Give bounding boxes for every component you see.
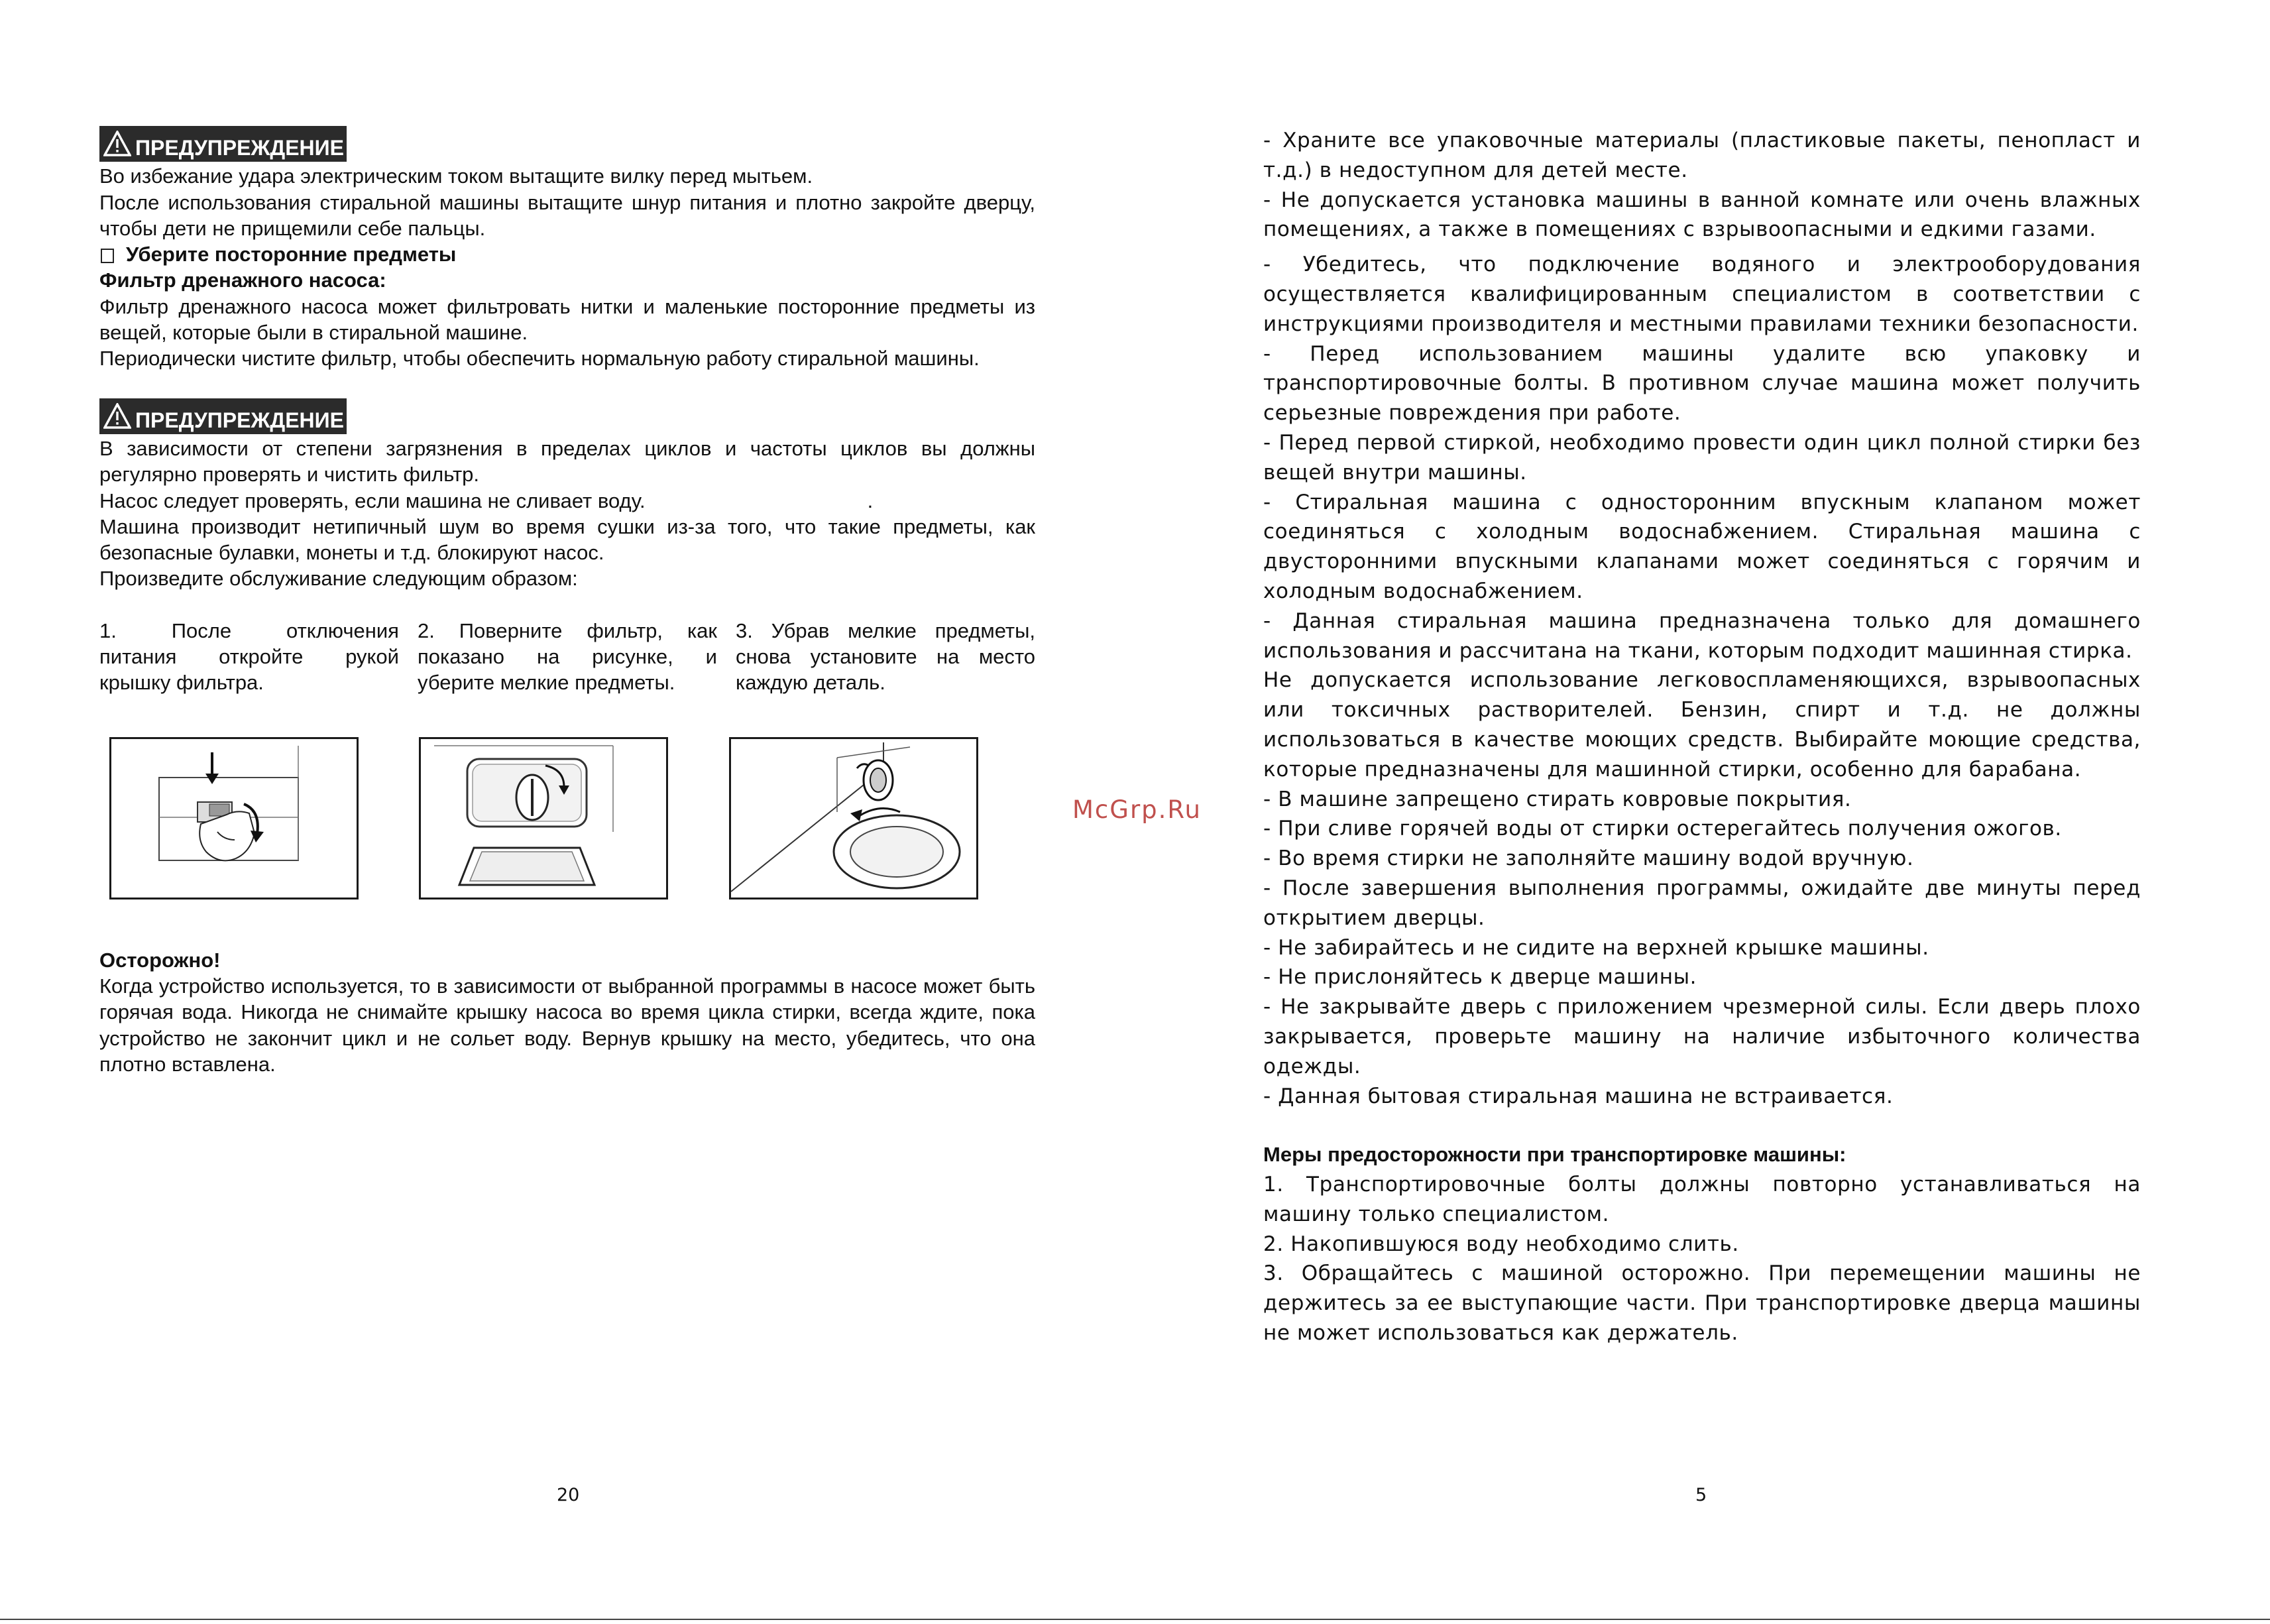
figure-reinstall <box>729 737 978 899</box>
figure-turn-filter <box>419 737 668 899</box>
warning-badge <box>99 398 347 434</box>
caution-heading: Осторожно! <box>99 948 221 972</box>
safety-item: - Убедитесь, что подключение водяного и электрооборудования осуществляется квалифицированным специалистом в соответствии с инструкциями производителя и местными правилами техники безопасности. <box>1263 253 2141 336</box>
safety-item: - Перед использованием машины удалите всю упаковку и транспортировочные болты. В противном случае машина может получить серьезные повреждения при работе. <box>1263 341 2141 426</box>
page-number-left: 20 <box>557 1485 580 1505</box>
safety-item: - Стиральная машина с односторонним впускным клапаном может соединяться с холодным водоснабжением. Стиральная машина с двусторонними впускными клапанами может соединяться с горячим и холодным водоснабжением. <box>1263 490 2141 603</box>
reinstall-illustration <box>731 739 976 898</box>
right-page <box>1263 126 2141 1348</box>
safety-item: - Не прислоняйтесь к дверце машины. <box>1263 965 1697 990</box>
figure-open-cover <box>109 737 359 899</box>
foreign-objects-heading: Уберите посторонние предметы <box>99 241 1035 267</box>
filter-text: Фильтр дренажного насоса может фильтровать нитки и маленькие посторонние предметы из вещей, которые были в стиральной машине. <box>99 294 1035 345</box>
warning-triangle-icon <box>103 403 131 430</box>
safety-item: - Данная бытовая стиральная машина не встраивается. <box>1263 1084 1894 1108</box>
warning-label: ПРЕДУПРЕЖДЕНИЕ <box>135 136 344 160</box>
step-3: 3. Убрав мелкие предметы, снова установите на место каждую деталь. <box>736 618 1035 695</box>
warning-text: Машина производит нетипичный шум во время сушки из-за того, что такие предметы, как безопасные булавки, монеты и т.д. блокируют насос. <box>99 514 1035 565</box>
left-page <box>99 126 1035 1077</box>
warning-text: Во избежание удара электрическим током вытащите вилку перед мытьем. <box>99 164 813 188</box>
safety-item: - При сливе горячей воды от стирки остерегайтесь получения ожогов. <box>1263 817 2062 841</box>
caution-text: Когда устройство используется, то в зависимости от выбранной программы в насосе может быть горячая вода. Никогда не снимайте крышку насоса во время цикла стирки, всегда ждите, пока устройство не закончит цикл и не сольет воду. Вернув крышку на место, убедитесь, что она плотно вставлена. <box>99 974 1035 1076</box>
figures <box>99 737 1035 909</box>
warning-text: После использования стиральной машины вытащите шнур питания и плотно закройте дверцу, чтобы дети не прищемили себе пальцы. <box>99 190 1035 240</box>
safety-item: - После завершения выполнения программы, ожидайте две минуты перед открытием дверцы. <box>1263 876 2141 930</box>
warning-triangle-icon <box>103 131 131 157</box>
safety-item: - Не закрывайте дверь с приложением чрезмерной силы. Если дверь плохо закрывается, проверьте машину на наличие избыточного количества одежды. <box>1263 995 2141 1078</box>
transport-item: 1. Транспортировочные болты должны повторно устанавливаться на машину только специалистом. <box>1263 1173 2141 1226</box>
transport-item: 3. Обращайтесь с машиной осторожно. При перемещении машины не держитесь за ее выступающие части. При транспортировке дверца машины не может использоваться как держатель. <box>1263 1261 2141 1346</box>
steps <box>99 618 1035 696</box>
safety-item: - Данная стиральная машина предназначена только для домашнего использования и рассчитана на ткани, которым подходит машинная стирка. <box>1263 609 2141 663</box>
warning-badge <box>99 126 347 162</box>
watermark: McGrp.Ru <box>1072 795 1202 824</box>
transport-item: 2. Накопившуюся воду необходимо слить. <box>1263 1232 1739 1256</box>
step-1: 1. После отключения питания откройте рукой крышку фильтра. <box>99 618 399 695</box>
step-2: 2. Поверните фильтр, как показано на рисунке, и уберите мелкие предметы. <box>418 618 717 695</box>
transport-heading: Меры предосторожности при транспортировке машины: <box>1263 1143 1846 1167</box>
open-cover-illustration <box>111 739 357 898</box>
bottom-rule <box>0 1619 2270 1620</box>
safety-item: - Не допускается установка машины в ванной комнате или очень влажных помещениях, а также в помещениях с взрывоопасными и едкими газами. <box>1263 188 2141 242</box>
checkbox-glyph-icon <box>101 249 114 263</box>
safety-item: - В машине запрещено стирать ковровые покрытия. <box>1263 787 1852 811</box>
safety-item: Не допускается использование легковоспламеняющихся, взрывоопасных или токсичных растворителей. Бензин, спирт и т.д. не должны использоваться в качестве моющих средств. Выбирайте моющие средства, которые предназначены для машинной стирки, особенно для барабана. <box>1263 668 2141 782</box>
warning-text: Произведите обслуживание следующим образом: <box>99 567 578 591</box>
warning-label: ПРЕДУПРЕЖДЕНИЕ <box>135 408 344 432</box>
filter-heading: Фильтр дренажного насоса: <box>99 268 386 292</box>
safety-item: - Не забирайтесь и не сидите на верхней крышке машины. <box>1263 935 1929 960</box>
safety-item: - Перед первой стиркой, необходимо провести один цикл полной стирки без вещей внутри машины. <box>1263 430 2141 485</box>
safety-item: - Храните все упаковочные материалы (пластиковые пакеты, пенопласт и т.д.) в недоступном для детей месте. <box>1263 129 2141 182</box>
filter-text: Периодически чистите фильтр, чтобы обеспечить нормальную работу стиральной машины. <box>99 347 980 371</box>
turn-filter-illustration <box>421 739 666 898</box>
page-number-right: 5 <box>1695 1485 1707 1505</box>
warning-text: В зависимости от степени загрязнения в пределах циклов и частоты циклов вы должны регулярно проверять и чистить фильтр. <box>99 436 1035 487</box>
warning-text: Насос следует проверять, если машина не сливает воду. . <box>99 489 874 512</box>
safety-item: - Во время стирки не заполняйте машину водой вручную. <box>1263 846 1914 871</box>
